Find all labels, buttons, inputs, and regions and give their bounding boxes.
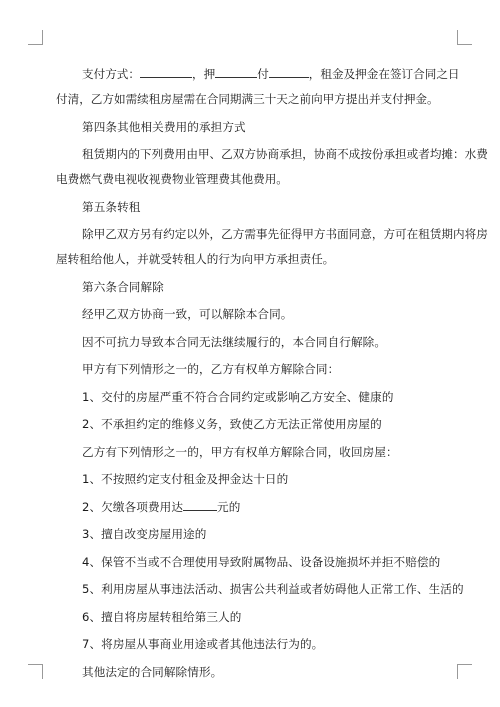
article4-paragraph — [56, 142, 488, 192]
payment-label: 支付方式： — [82, 67, 140, 81]
payment-method-blank — [140, 63, 192, 78]
landlord-termination-item: 3、擅自改变房屋用途的 — [82, 527, 207, 541]
article4-line-2: 电费燃气费电视收视费物业管理费其他费用。 — [56, 172, 288, 186]
tenant-termination-item: 1、交付的房屋严重不符合合同约定或影响乙方安全、健康的 — [82, 389, 394, 404]
payment-rest: ，租金及押金在签订合同之日 — [308, 67, 460, 81]
article6-mutual-termination: 经甲乙双方协商一致，可以解除本合同。 — [82, 307, 293, 321]
landlord-termination-item — [82, 495, 452, 520]
corner-mark-top-left — [28, 30, 43, 45]
landlord-termination-item: 7、将房屋从事商业用途或者其他违法行为的。 — [82, 637, 324, 651]
unpaid-fees-blank — [183, 496, 217, 511]
corner-mark-bottom-left — [28, 664, 43, 679]
payment-line-1 — [82, 62, 460, 87]
payment-paragraph — [56, 62, 460, 112]
pay-blank — [269, 63, 309, 78]
article6-force-majeure: 因不可抗力导致本合同无法继续履行的，本合同自行解除。 — [82, 334, 387, 349]
corner-mark-bottom-right — [457, 664, 472, 679]
unpaid-fees-text: 2、欠缴各项费用达 — [82, 499, 184, 514]
landlord-termination-item: 4、保管不当或不合理使用导致附属物品、设备设施损坏并拒不赔偿的 — [82, 554, 441, 569]
landlord-termination-item: 5、利用房屋从事违法活动、损害公共利益或者妨碍他人正常工作、生活的 — [82, 582, 464, 596]
article5-paragraph — [56, 222, 488, 272]
pay-label: 付 — [257, 67, 269, 81]
landlord-termination-intro: 乙方有下列情形之一的，甲方有权单方解除合同，收回房屋： — [82, 444, 398, 459]
article5-line-1: 除甲乙双方另有约定以外，乙方需事先征得甲方书面同意，方可在租赁期内将房 — [82, 227, 488, 241]
landlord-termination-item: 6、擅自将房屋转租给第三人的 — [82, 609, 242, 624]
payment-line-2: 付清，乙方如需续租房屋需在合同期满三十天之前向甲方提出并支付押金。 — [56, 92, 439, 106]
article6-title: 第六条合同解除 — [82, 279, 164, 294]
article5-line-2: 屋转租给他人，并就受转租人的行为向甲方承担责任。 — [56, 252, 335, 266]
other-legal-termination: 其他法定的合同解除情形。 — [82, 664, 223, 679]
tenant-termination-intro: 甲方有下列情形之一的，乙方有权单方解除合同： — [82, 362, 340, 376]
article5-title: 第五条转租 — [82, 199, 141, 214]
tenant-termination-item: 2、不承担约定的维修义务，致使乙方无法正常使用房屋的 — [82, 417, 382, 431]
unpaid-fees-unit: 元的 — [217, 499, 241, 514]
article4-line-1: 租赁期内的下列费用由甲、乙双方协商承担，协商不成按份承担或者均摊：水费 — [82, 147, 488, 161]
deposit-blank — [215, 63, 257, 78]
article4-title: 第四条其他相关费用的承担方式 — [82, 119, 246, 134]
deposit-label: ，押 — [191, 67, 216, 81]
landlord-termination-item: 1、不按照约定支付租金及押金达十日的 — [82, 472, 289, 486]
document-body — [56, 62, 488, 687]
corner-mark-top-right — [457, 30, 472, 45]
